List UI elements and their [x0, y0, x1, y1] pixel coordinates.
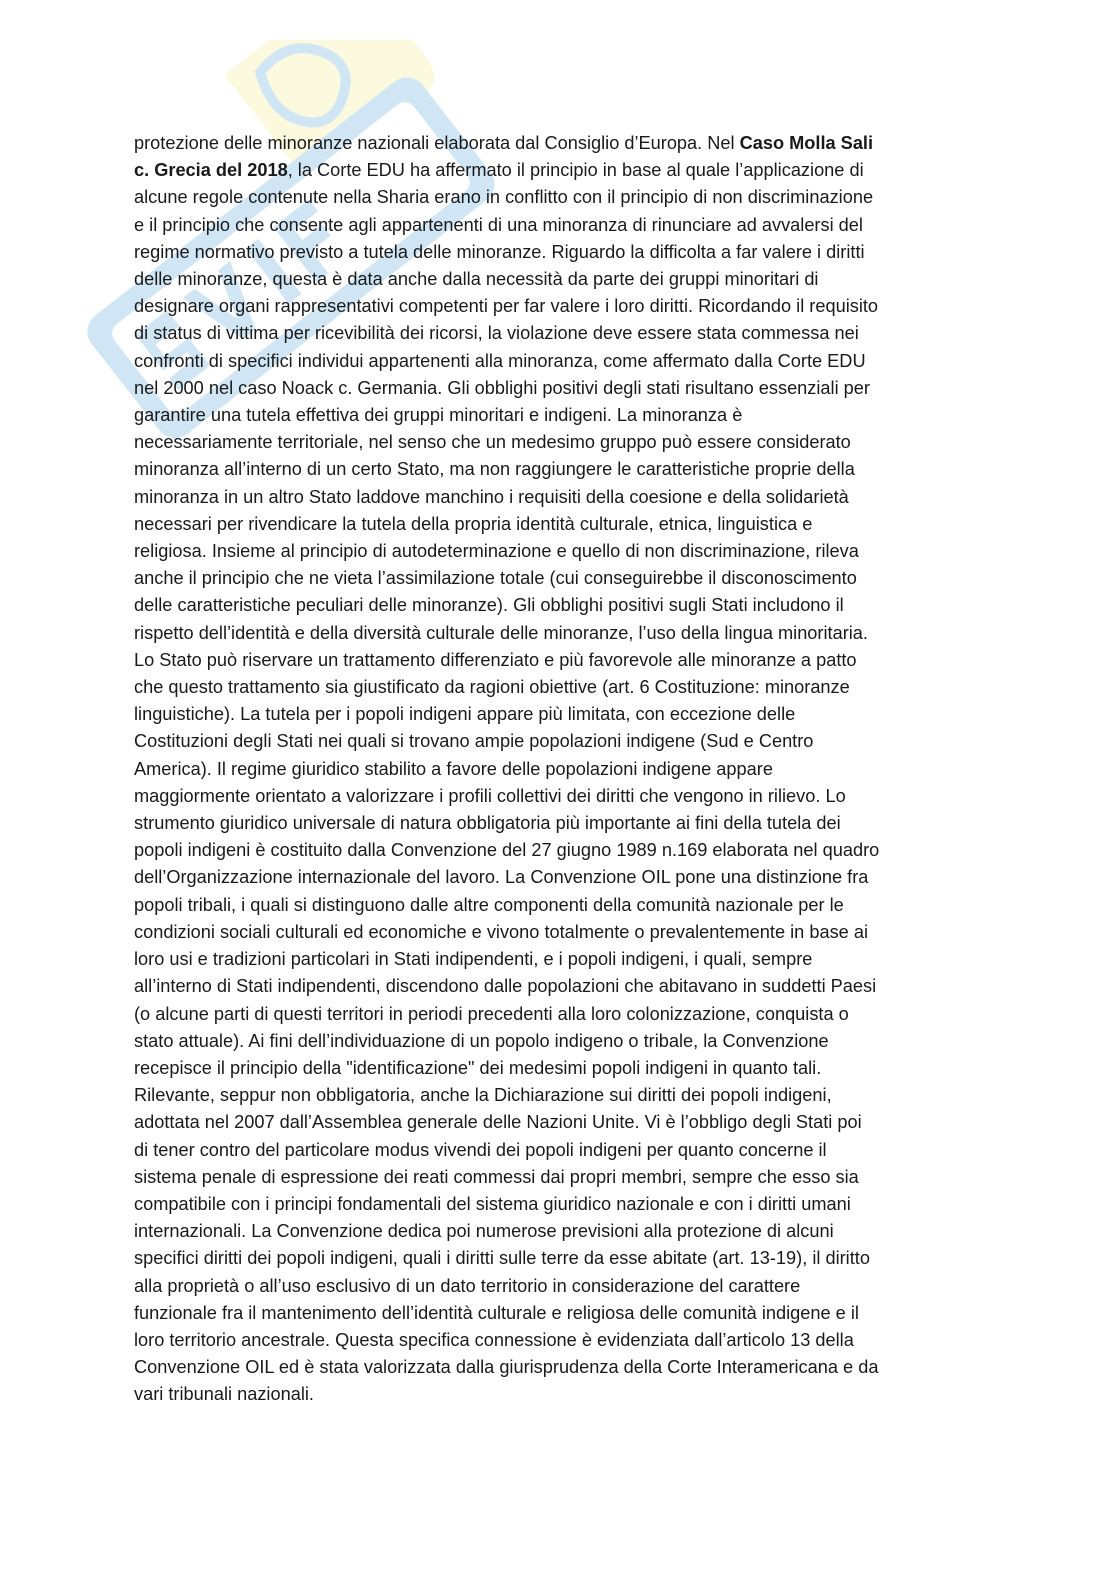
text-line [134, 592, 984, 619]
text-line [134, 1245, 984, 1272]
text-line [134, 1218, 984, 1245]
text-line [134, 1300, 984, 1327]
text-line [134, 184, 984, 211]
text-run: all’interno di Stati indipendenti, discendono dalle popolazioni che abitavano in suddetti Paesi [134, 976, 877, 997]
text-run: e il principio che consente agli appartenenti di una minoranza di rinunciare ad avvalersi del [134, 214, 863, 235]
text-line [134, 892, 984, 919]
text-line [134, 810, 984, 837]
text-run: popoli tribali, i quali si distinguono dalle altre componenti della comunità nazionale per le [134, 894, 844, 915]
text-line [134, 484, 984, 511]
text-line [134, 130, 984, 157]
text-run: regime normativo previsto a tutela delle minoranze. Riguardo la difficolta a far valere i diritti [134, 241, 865, 262]
text-line [134, 565, 984, 592]
text-run: maggiormente orientato a valorizzare i profili collettivi dei diritti che vengono in rilievo. Lo [134, 785, 846, 806]
text-line [134, 620, 984, 647]
text-run: loro territorio ancestrale. Questa specifica connessione è evidenziata dall’articolo 13 della [134, 1329, 854, 1350]
bold-text: c. Grecia del 2018 [134, 160, 288, 181]
text-run: che questo trattamento sia giustificato da ragioni obiettive (art. 6 Costituzione: minoranze [134, 677, 850, 698]
text-run: minoranza all’interno di un certo Stato, ma non raggiungere le caratteristiche proprie della [134, 459, 855, 480]
text-line [134, 701, 984, 728]
text-run: (o alcune parti di questi territori in periodi precedenti alla loro colonizzazione, conquista o [134, 1003, 849, 1024]
text-line [134, 946, 984, 973]
text-run: condizioni sociali culturali ed economiche e vivono totalmente o prevalentemente in base ai [134, 921, 868, 942]
text-line [134, 266, 984, 293]
text-run: compatibile con i principi fondamentali del sistema giuridico nazionale e con i diritti umani [134, 1193, 851, 1214]
text-line [134, 864, 984, 891]
text-run: religiosa. Insieme al principio di autodeterminazione e quello di non discriminazione, rileva [134, 541, 859, 562]
text-line [134, 674, 984, 701]
text-line [134, 837, 984, 864]
text-run: necessariamente territoriale, nel senso che un medesimo gruppo può essere considerato [134, 432, 851, 453]
text-run: linguistiche). La tutela per i popoli indigeni appare più limitata, con eccezione delle [134, 704, 796, 725]
text-line [134, 756, 984, 783]
text-line [134, 375, 984, 402]
text-run: , la Corte EDU ha affermato il principio in base al quale l’applicazione di [287, 160, 864, 181]
text-run: di status di vittima per ricevibilità dei ricorsi, la violazione deve essere stata commessa nei [134, 323, 859, 344]
text-run: recepisce il principio della "identificazione" dei medesimi popoli indigeni in quanto tali. [134, 1057, 822, 1078]
text-line [134, 157, 984, 184]
text-line [134, 212, 984, 239]
text-run: loro usi e tradizioni particolari in Stati indipendenti, e i popoli indigeni, i quali, sempre [134, 949, 813, 970]
body-paragraph [134, 130, 984, 1409]
text-run: Costituzioni degli Stati nei quali si trovano ampie popolazioni indigene (Sud e Centro [134, 731, 814, 752]
text-line [134, 1001, 984, 1028]
text-line [134, 538, 984, 565]
text-line [134, 973, 984, 1000]
text-line [134, 239, 984, 266]
text-run: minoranza in un altro Stato laddove manchino i requisiti della coesione e della solidarietà [134, 486, 849, 507]
text-line [134, 1109, 984, 1136]
text-run: strumento giuridico universale di natura obbligatoria più importante ai fini della tutela dei [134, 813, 841, 834]
text-run: confronti di specifici individui appartenenti alla minoranza, come affermato dalla Corte EDU [134, 350, 866, 371]
text-run: funzionale fra il mantenimento dell’identità culturale e religiosa delle comunità indigene e il [134, 1302, 859, 1323]
text-run: adottata nel 2007 dall’Assemblea generale delle Nazioni Unite. Vi è l’obbligo degli Stati poi [134, 1112, 862, 1133]
text-line [134, 293, 984, 320]
text-line [134, 1055, 984, 1082]
bold-text: Caso Molla Sali [739, 133, 874, 153]
text-line [134, 647, 984, 674]
text-line [134, 456, 984, 483]
text-run: sistema penale di espressione dei reati commessi dai propri membri, sempre che esso sia [134, 1166, 859, 1187]
text-run: popoli indigeni è costituito dalla Convenzione del 27 giugno 1989 n.169 elaborata nel quadro [134, 840, 880, 861]
text-line [134, 1191, 984, 1218]
text-run: nel 2000 nel caso Noack c. Germania. Gli obblighi positivi degli stati risultano essenziali per [134, 377, 870, 398]
text-run: necessari per rivendicare la tutela della propria identità culturale, etnica, linguistica e [134, 513, 813, 534]
text-line [134, 1164, 984, 1191]
text-run: Convenzione OIL ed è stata valorizzata dalla giurisprudenza della Corte Interamericana e da [134, 1357, 879, 1378]
text-line [134, 320, 984, 347]
text-run: delle caratteristiche peculiari delle minoranze). Gli obblighi positivi sugli Stati includono il [134, 595, 844, 616]
text-line [134, 1327, 984, 1354]
text-line [134, 511, 984, 538]
text-line [134, 1028, 984, 1055]
text-run: specifici diritti dei popoli indigeni, quali i diritti sulle terre da esse abitate (art. 13-19), il diritto [134, 1248, 870, 1269]
text-run: dell’Organizzazione internazionale del lavoro. La Convenzione OIL pone una distinzione fra [134, 867, 869, 888]
text-line [134, 728, 984, 755]
text-line [134, 1381, 984, 1408]
text-run: rispetto dell’identità e della diversità culturale delle minoranze, l’uso della lingua minoritaria. [134, 622, 868, 643]
text-run: di tener contro del particolare modus vivendi dei popoli indigeni per quanto concerne il [134, 1139, 827, 1160]
text-run: delle minoranze, questa è data anche dalla necessità da parte dei gruppi minoritari di [134, 269, 819, 290]
text-run: anche il principio che ne vieta l’assimilazione totale (cui conseguirebbe il disconoscimento [134, 568, 857, 589]
text-run: Lo Stato può riservare un trattamento differenziato e più favorevole alle minoranze a patto [134, 649, 857, 670]
text-run: alla proprietà o all’uso esclusivo di un dato territorio in considerazione del carattere [134, 1275, 801, 1296]
text-run: Rilevante, seppur non obbligatoria, anche la Dichiarazione sui diritti dei popoli indigeni, [134, 1085, 832, 1106]
text-run: stato attuale). Ai fini dell’individuazione di un popolo indigeno o tribale, la Convenzione [134, 1030, 829, 1051]
text-line [134, 919, 984, 946]
text-line [134, 783, 984, 810]
text-line [134, 1354, 984, 1381]
text-line [134, 348, 984, 375]
text-run: designare organi rappresentativi competenti per far valere i loro diritti. Ricordando il requisito [134, 296, 879, 317]
text-run: garantire una tutela effettiva dei gruppi minoritari e indigeni. La minoranza è [134, 405, 743, 426]
text-line [134, 1273, 984, 1300]
watermark-swirl [253, 40, 362, 138]
text-run: alcune regole contenute nella Sharia erano in conflitto con il principio di non discriminazione [134, 187, 874, 208]
text-line [134, 1082, 984, 1109]
text-run: internazionali. La Convenzione dedica poi numerose previsioni alla protezione di alcuni [134, 1221, 834, 1242]
text-line [134, 429, 984, 456]
text-run: America). Il regime giuridico stabilito a favore delle popolazioni indigene appare [134, 758, 773, 779]
text-run: vari tribunali nazionali. [134, 1384, 314, 1405]
text-line [134, 1137, 984, 1164]
text-line [134, 402, 984, 429]
text-run: protezione delle minoranze nazionali elaborata dal Consiglio d’Europa. Nel [134, 133, 740, 153]
